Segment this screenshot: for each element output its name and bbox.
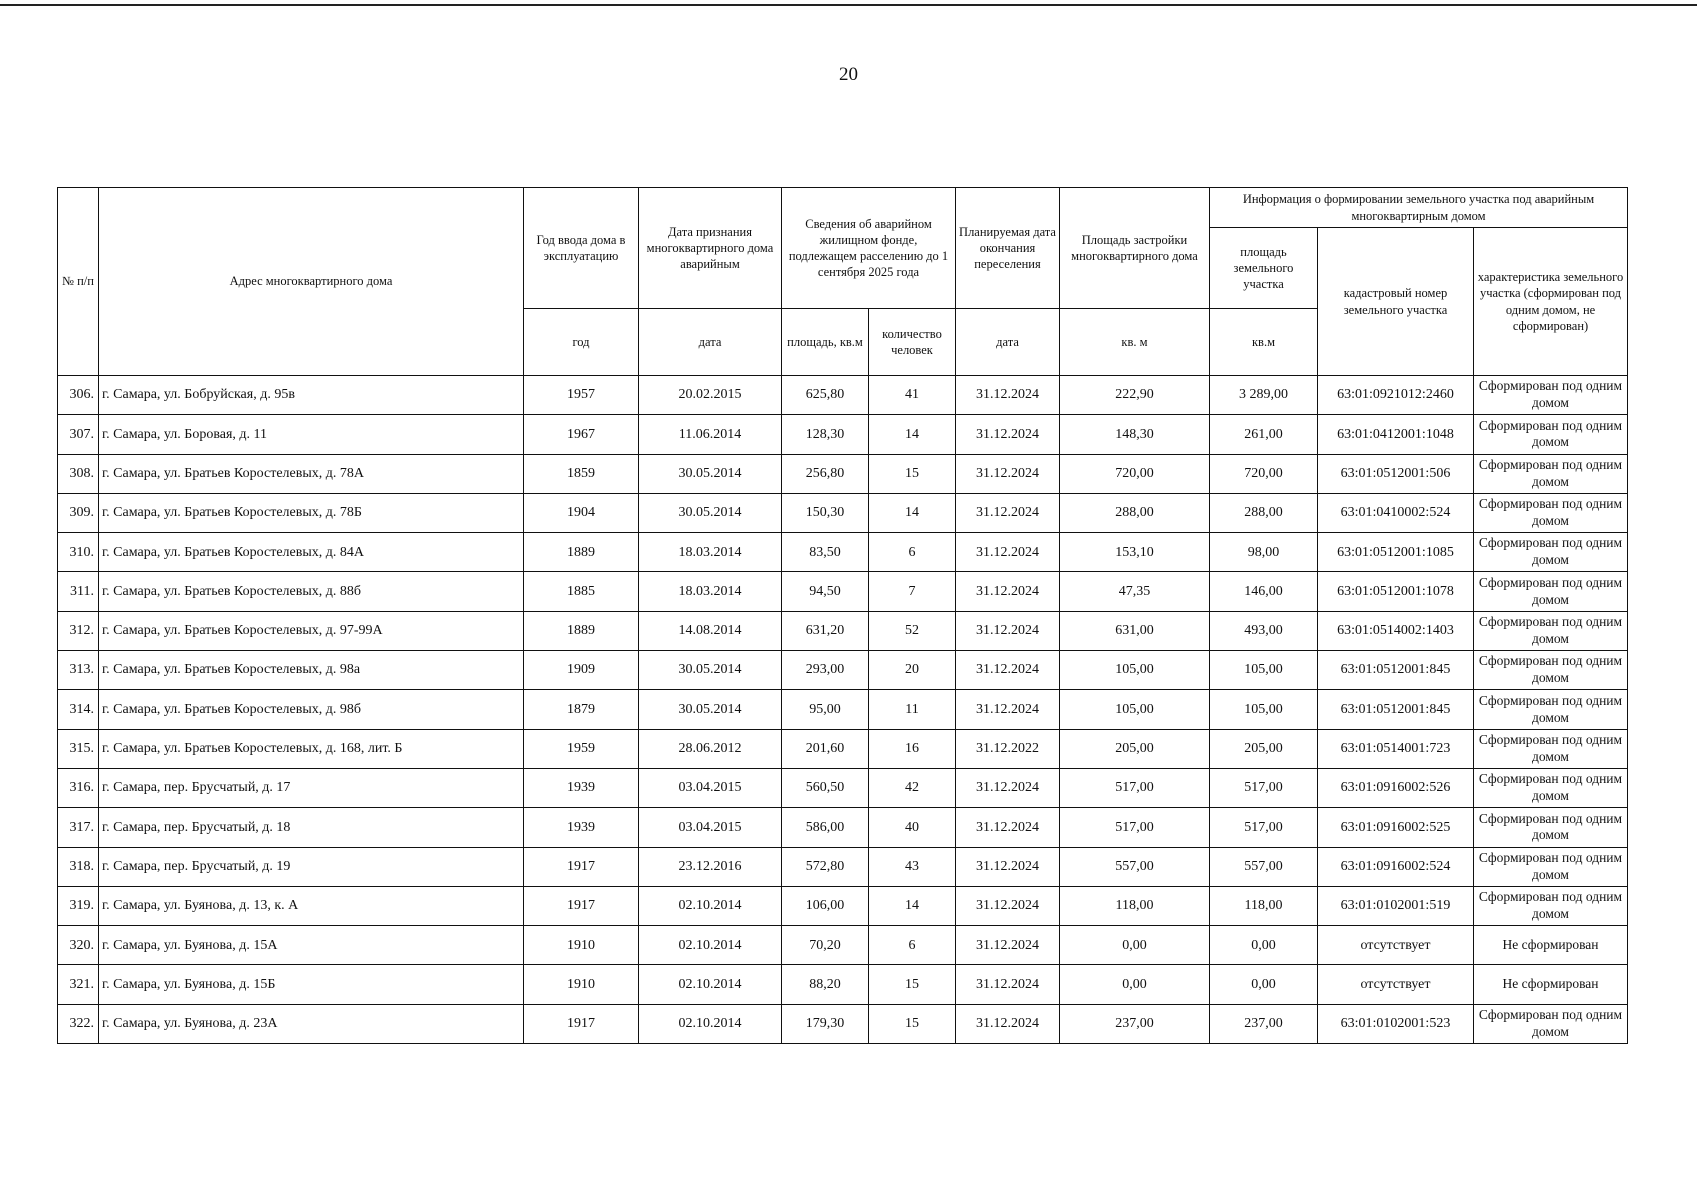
table-row (58, 1004, 1628, 1043)
row-area: 572,80 (782, 847, 869, 886)
header-emergency-fund: Сведения об аварийном жилищном фонде, подлежащем расселению до 1 сентября 2025 года (782, 188, 956, 309)
row-land-status: Сформирован под одним домом (1474, 533, 1628, 572)
row-area: 179,30 (782, 1004, 869, 1043)
row-land-area: 493,00 (1210, 611, 1318, 650)
row-cadastral-number: 63:01:0512001:1085 (1318, 533, 1474, 572)
row-address: г. Самара, ул. Братьев Коростелевых, д. 78Б (99, 493, 524, 532)
row-built-area: 105,00 (1060, 690, 1210, 729)
table-row (58, 690, 1628, 729)
row-cadastral-number: 63:01:0512001:845 (1318, 690, 1474, 729)
row-number: 307. (58, 415, 99, 454)
row-recognition-date: 02.10.2014 (639, 886, 782, 925)
row-people: 11 (869, 690, 956, 729)
row-area: 94,50 (782, 572, 869, 611)
row-land-area: 0,00 (1210, 926, 1318, 965)
row-people: 16 (869, 729, 956, 768)
row-address: г. Самара, пер. Брусчатый, д. 17 (99, 768, 524, 807)
row-land-status: Сформирован под одним домом (1474, 376, 1628, 415)
row-number: 311. (58, 572, 99, 611)
unit-built-area: кв. м (1060, 309, 1210, 376)
row-people: 15 (869, 1004, 956, 1043)
row-built-area: 0,00 (1060, 965, 1210, 1004)
row-people: 14 (869, 886, 956, 925)
header-cadastral-number: кадастровый номер земельного участка (1318, 228, 1474, 376)
row-built-area: 148,30 (1060, 415, 1210, 454)
row-area: 631,20 (782, 611, 869, 650)
row-address: г. Самара, ул. Братьев Коростелевых, д. 168, лит. Б (99, 729, 524, 768)
row-number: 308. (58, 454, 99, 493)
table-row (58, 611, 1628, 650)
row-planned-date: 31.12.2024 (956, 376, 1060, 415)
row-recognition-date: 11.06.2014 (639, 415, 782, 454)
row-number: 315. (58, 729, 99, 768)
header-address: Адрес многоквартирного дома (99, 188, 524, 376)
row-planned-date: 31.12.2024 (956, 611, 1060, 650)
row-address: г. Самара, ул. Бобруйская, д. 95в (99, 376, 524, 415)
row-number: 310. (58, 533, 99, 572)
table-row (58, 729, 1628, 768)
row-year: 1967 (524, 415, 639, 454)
row-land-status: Сформирован под одним домом (1474, 768, 1628, 807)
row-recognition-date: 02.10.2014 (639, 1004, 782, 1043)
row-year: 1917 (524, 886, 639, 925)
row-people: 43 (869, 847, 956, 886)
row-built-area: 557,00 (1060, 847, 1210, 886)
row-land-status: Сформирован под одним домом (1474, 454, 1628, 493)
row-cadastral-number: 63:01:0916002:525 (1318, 808, 1474, 847)
row-land-area: 261,00 (1210, 415, 1318, 454)
table-row (58, 965, 1628, 1004)
row-built-area: 222,90 (1060, 376, 1210, 415)
unit-year: год (524, 309, 639, 376)
row-land-status: Не сформирован (1474, 965, 1628, 1004)
row-address: г. Самара, пер. Брусчатый, д. 19 (99, 847, 524, 886)
table-row (58, 454, 1628, 493)
row-cadastral-number: 63:01:0102001:519 (1318, 886, 1474, 925)
row-recognition-date: 02.10.2014 (639, 926, 782, 965)
row-people: 41 (869, 376, 956, 415)
row-planned-date: 31.12.2024 (956, 651, 1060, 690)
row-area: 106,00 (782, 886, 869, 925)
housing-register-table (57, 187, 1628, 1044)
row-built-area: 288,00 (1060, 493, 1210, 532)
row-planned-date: 31.12.2024 (956, 808, 1060, 847)
row-recognition-date: 20.02.2015 (639, 376, 782, 415)
row-land-area: 98,00 (1210, 533, 1318, 572)
row-planned-date: 31.12.2024 (956, 847, 1060, 886)
row-number: 319. (58, 886, 99, 925)
row-cadastral-number: 63:01:0512001:845 (1318, 651, 1474, 690)
row-area: 128,30 (782, 415, 869, 454)
row-cadastral-number: 63:01:0514002:1403 (1318, 611, 1474, 650)
header-land-area: площадь земельного участка (1210, 228, 1318, 309)
row-number: 312. (58, 611, 99, 650)
row-recognition-date: 23.12.2016 (639, 847, 782, 886)
row-address: г. Самара, пер. Брусчатый, д. 18 (99, 808, 524, 847)
row-people: 42 (869, 768, 956, 807)
row-land-status: Сформирован под одним домом (1474, 1004, 1628, 1043)
row-cadastral-number: 63:01:0102001:523 (1318, 1004, 1474, 1043)
table-body (58, 376, 1628, 1044)
header-number: № п/п (58, 188, 99, 376)
row-cadastral-number: 63:01:0916002:526 (1318, 768, 1474, 807)
row-cadastral-number: 63:01:0921012:2460 (1318, 376, 1474, 415)
row-built-area: 205,00 (1060, 729, 1210, 768)
row-area: 256,80 (782, 454, 869, 493)
row-cadastral-number: 63:01:0512001:1078 (1318, 572, 1474, 611)
row-land-area: 146,00 (1210, 572, 1318, 611)
row-number: 322. (58, 1004, 99, 1043)
row-land-status: Сформирован под одним домом (1474, 611, 1628, 650)
row-cadastral-number: 63:01:0514001:723 (1318, 729, 1474, 768)
row-number: 306. (58, 376, 99, 415)
row-land-area: 0,00 (1210, 965, 1318, 1004)
row-built-area: 47,35 (1060, 572, 1210, 611)
row-number: 318. (58, 847, 99, 886)
row-people: 15 (869, 454, 956, 493)
row-address: г. Самара, ул. Братьев Коростелевых, д. 98б (99, 690, 524, 729)
row-number: 309. (58, 493, 99, 532)
unit-land-area: кв.м (1210, 309, 1318, 376)
row-number: 316. (58, 768, 99, 807)
row-people: 6 (869, 926, 956, 965)
row-people: 20 (869, 651, 956, 690)
row-built-area: 720,00 (1060, 454, 1210, 493)
row-area: 150,30 (782, 493, 869, 532)
row-recognition-date: 18.03.2014 (639, 533, 782, 572)
row-land-area: 105,00 (1210, 651, 1318, 690)
row-land-area: 720,00 (1210, 454, 1318, 493)
row-year: 1859 (524, 454, 639, 493)
row-land-status: Сформирован под одним домом (1474, 415, 1628, 454)
table-row (58, 886, 1628, 925)
row-recognition-date: 14.08.2014 (639, 611, 782, 650)
row-built-area: 517,00 (1060, 768, 1210, 807)
row-planned-date: 31.12.2024 (956, 572, 1060, 611)
row-address: г. Самара, ул. Братьев Коростелевых, д. 84А (99, 533, 524, 572)
row-built-area: 517,00 (1060, 808, 1210, 847)
row-area: 586,00 (782, 808, 869, 847)
table-row (58, 926, 1628, 965)
header-land-info: Информация о формировании земельного участка под аварийным многоквартирным домом (1210, 188, 1628, 228)
row-cadastral-number: 63:01:0916002:524 (1318, 847, 1474, 886)
row-recognition-date: 30.05.2014 (639, 651, 782, 690)
row-recognition-date: 18.03.2014 (639, 572, 782, 611)
table-row (58, 493, 1628, 532)
row-year: 1939 (524, 808, 639, 847)
row-people: 52 (869, 611, 956, 650)
row-land-status: Сформирован под одним домом (1474, 493, 1628, 532)
row-area: 560,50 (782, 768, 869, 807)
row-recognition-date: 30.05.2014 (639, 454, 782, 493)
header-recognition-date: Дата признания многоквартирного дома аварийным (639, 188, 782, 309)
top-border-line (0, 4, 1697, 6)
row-land-area: 205,00 (1210, 729, 1318, 768)
row-number: 314. (58, 690, 99, 729)
row-land-status: Сформирован под одним домом (1474, 847, 1628, 886)
row-year: 1917 (524, 1004, 639, 1043)
row-recognition-date: 02.10.2014 (639, 965, 782, 1004)
row-address: г. Самара, ул. Братьев Коростелевых, д. 98а (99, 651, 524, 690)
row-planned-date: 31.12.2024 (956, 454, 1060, 493)
row-area: 70,20 (782, 926, 869, 965)
row-planned-date: 31.12.2024 (956, 926, 1060, 965)
row-land-status: Сформирован под одним домом (1474, 729, 1628, 768)
row-year: 1959 (524, 729, 639, 768)
row-recognition-date: 30.05.2014 (639, 493, 782, 532)
row-cadastral-number: 63:01:0412001:1048 (1318, 415, 1474, 454)
table-row (58, 376, 1628, 415)
row-built-area: 237,00 (1060, 1004, 1210, 1043)
row-year: 1910 (524, 926, 639, 965)
row-number: 317. (58, 808, 99, 847)
row-built-area: 631,00 (1060, 611, 1210, 650)
row-planned-date: 31.12.2024 (956, 415, 1060, 454)
row-year: 1879 (524, 690, 639, 729)
row-planned-date: 31.12.2024 (956, 533, 1060, 572)
row-planned-date: 31.12.2024 (956, 690, 1060, 729)
unit-area: площадь, кв.м (782, 309, 869, 376)
table-row (58, 847, 1628, 886)
unit-people: количество человек (869, 309, 956, 376)
table-row (58, 808, 1628, 847)
row-people: 14 (869, 493, 956, 532)
row-built-area: 0,00 (1060, 926, 1210, 965)
row-people: 6 (869, 533, 956, 572)
row-area: 201,60 (782, 729, 869, 768)
row-cadastral-number: отсутствует (1318, 965, 1474, 1004)
row-area: 293,00 (782, 651, 869, 690)
row-cadastral-number: отсутствует (1318, 926, 1474, 965)
table-row (58, 572, 1628, 611)
row-land-area: 237,00 (1210, 1004, 1318, 1043)
row-year: 1885 (524, 572, 639, 611)
row-people: 40 (869, 808, 956, 847)
row-area: 625,80 (782, 376, 869, 415)
row-area: 88,20 (782, 965, 869, 1004)
row-address: г. Самара, ул. Буянова, д. 23А (99, 1004, 524, 1043)
row-year: 1889 (524, 533, 639, 572)
row-built-area: 118,00 (1060, 886, 1210, 925)
row-land-area: 118,00 (1210, 886, 1318, 925)
row-address: г. Самара, ул. Буянова, д. 15А (99, 926, 524, 965)
row-land-status: Сформирован под одним домом (1474, 651, 1628, 690)
row-year: 1957 (524, 376, 639, 415)
row-recognition-date: 03.04.2015 (639, 768, 782, 807)
row-land-status: Сформирован под одним домом (1474, 572, 1628, 611)
row-land-status: Сформирован под одним домом (1474, 886, 1628, 925)
row-planned-date: 31.12.2022 (956, 729, 1060, 768)
row-planned-date: 31.12.2024 (956, 768, 1060, 807)
row-number: 320. (58, 926, 99, 965)
unit-planned-date: дата (956, 309, 1060, 376)
row-year: 1904 (524, 493, 639, 532)
header-built-area: Площадь застройки многоквартирного дома (1060, 188, 1210, 309)
row-planned-date: 31.12.2024 (956, 886, 1060, 925)
row-land-area: 517,00 (1210, 808, 1318, 847)
row-recognition-date: 28.06.2012 (639, 729, 782, 768)
header-year: Год ввода дома в эксплуатацию (524, 188, 639, 309)
unit-date: дата (639, 309, 782, 376)
table-row (58, 651, 1628, 690)
table-row (58, 533, 1628, 572)
row-people: 15 (869, 965, 956, 1004)
row-people: 7 (869, 572, 956, 611)
row-recognition-date: 30.05.2014 (639, 690, 782, 729)
row-address: г. Самара, ул. Буянова, д. 15Б (99, 965, 524, 1004)
row-year: 1910 (524, 965, 639, 1004)
row-cadastral-number: 63:01:0512001:506 (1318, 454, 1474, 493)
row-year: 1889 (524, 611, 639, 650)
row-planned-date: 31.12.2024 (956, 1004, 1060, 1043)
row-address: г. Самара, ул. Братьев Коростелевых, д. 78А (99, 454, 524, 493)
row-year: 1909 (524, 651, 639, 690)
row-area: 95,00 (782, 690, 869, 729)
row-area: 83,50 (782, 533, 869, 572)
page-number: 20 (839, 64, 858, 85)
row-address: г. Самара, ул. Боровая, д. 11 (99, 415, 524, 454)
row-number: 313. (58, 651, 99, 690)
table-row (58, 768, 1628, 807)
row-year: 1917 (524, 847, 639, 886)
row-built-area: 105,00 (1060, 651, 1210, 690)
row-planned-date: 31.12.2024 (956, 493, 1060, 532)
row-land-area: 557,00 (1210, 847, 1318, 886)
row-people: 14 (869, 415, 956, 454)
row-land-status: Не сформирован (1474, 926, 1628, 965)
row-address: г. Самара, ул. Братьев Коростелевых, д. 88б (99, 572, 524, 611)
row-land-area: 3 289,00 (1210, 376, 1318, 415)
row-year: 1939 (524, 768, 639, 807)
row-number: 321. (58, 965, 99, 1004)
header-land-characteristic: характеристика земельного участка (сформирован под одним домом, не сформирован) (1474, 228, 1628, 376)
row-land-area: 105,00 (1210, 690, 1318, 729)
header-planned-date: Планируемая дата окончания переселения (956, 188, 1060, 309)
row-address: г. Самара, ул. Братьев Коростелевых, д. 97-99А (99, 611, 524, 650)
row-land-status: Сформирован под одним домом (1474, 808, 1628, 847)
row-land-area: 288,00 (1210, 493, 1318, 532)
row-address: г. Самара, ул. Буянова, д. 13, к. А (99, 886, 524, 925)
row-recognition-date: 03.04.2015 (639, 808, 782, 847)
row-planned-date: 31.12.2024 (956, 965, 1060, 1004)
row-land-area: 517,00 (1210, 768, 1318, 807)
row-land-status: Сформирован под одним домом (1474, 690, 1628, 729)
row-built-area: 153,10 (1060, 533, 1210, 572)
row-cadastral-number: 63:01:0410002:524 (1318, 493, 1474, 532)
table-row (58, 415, 1628, 454)
